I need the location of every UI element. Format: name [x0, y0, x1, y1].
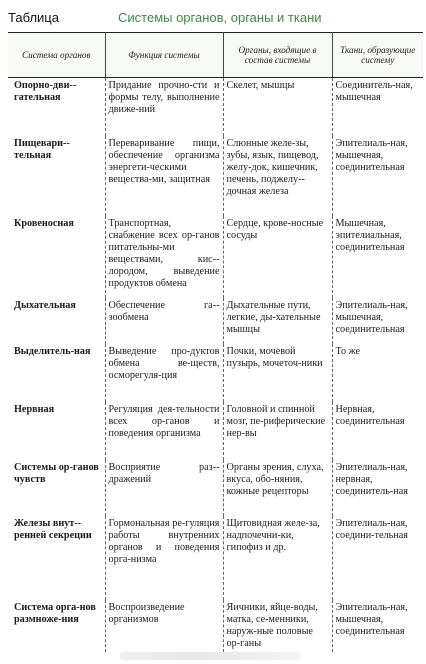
table-row: [8, 136, 423, 216]
cell-system: Нервная: [8, 402, 105, 460]
cell-system: Пищевари-тельная: [8, 136, 105, 216]
cell-function: Гормональная ре-гуляция работы внутренних органов и поведения орга-низма: [105, 516, 223, 600]
cell-function: Придание прочно-сти и формы телу, выполнение движе-ний: [105, 78, 223, 137]
cell-function: Транспортная, снабжение всех ор-ганов питательны-ми веществами, кис-лородом, выведение продуктов обмена: [105, 216, 223, 298]
cell-organs: Яичники, яйце-воды, матка, се-менники, наруж-ные половые ор-ганы: [223, 600, 332, 652]
cell-tissues: Эпителиаль-ная, мышечная, соединительная: [332, 298, 423, 344]
cell-tissues: Мышечная, эпителиальная, соединительная: [332, 216, 423, 298]
cell-function: Выведение про-дуктов обмена ве-ществ, осморегуля-ция: [105, 344, 223, 402]
cell-organs: Органы зрения, слуха, вкуса, обо-няния, кожные рецепторы: [223, 460, 332, 516]
scan-smudge: [120, 652, 300, 660]
cell-system: Дыхательная: [8, 298, 105, 344]
column-header-organs: Органы, входящие в состав системы: [223, 33, 332, 78]
column-header-function: Функция системы: [105, 33, 223, 78]
table-row: [8, 600, 423, 652]
header-row: [8, 33, 423, 78]
table-body: [8, 78, 423, 653]
table-row: [8, 516, 423, 600]
cell-tissues: Эпителиаль-ная, соедини-тельная: [332, 516, 423, 600]
table-title: Системы органов, органы и ткани: [118, 10, 322, 25]
table-header: [8, 33, 423, 78]
column-header-system: Система органов: [8, 33, 105, 78]
cell-tissues: Нервная, соединительная: [332, 402, 423, 460]
cell-function: Воспроизведение организмов: [105, 600, 223, 652]
table-row: [8, 402, 423, 460]
cell-organs: Почки, мочевой пузырь, мочеточ-ники: [223, 344, 332, 402]
cell-system: Системы ор-ганов чувств: [8, 460, 105, 516]
cell-tissues: Эпителиаль-ная, мышечная, соединительная: [332, 136, 423, 216]
cell-organs: Скелет, мышцы: [223, 78, 332, 137]
cell-function: Переваривание пищи, обеспечение организма энергети-ческими вещества-ми, защитная: [105, 136, 223, 216]
table-label: Таблица: [8, 10, 59, 25]
cell-function: Обеспечение га-зообмена: [105, 298, 223, 344]
table-row: [8, 78, 423, 137]
cell-organs: Слюнные желе-зы, зубы, язык, пищевод, желу-док, кишечник, печень, поджелу-дочная железа: [223, 136, 332, 216]
table-row: [8, 298, 423, 344]
table-caption: [0, 6, 426, 30]
cell-organs: Головной и спинной мозг, пе-риферические нер-вы: [223, 402, 332, 460]
cell-system: Железы внут-ренней секреции: [8, 516, 105, 600]
cell-system: Опорно-дви-гательная: [8, 78, 105, 137]
cell-function: Регуляция дея-тельности всех ор-ганов и поведения организма: [105, 402, 223, 460]
table-row: [8, 344, 423, 402]
cell-tissues: Соединитель-ная, мышечная: [332, 78, 423, 137]
cell-organs: Щитовидная желе-за, надпочечни-ки, гипофиз и др.: [223, 516, 332, 600]
cell-system: Кровеносная: [8, 216, 105, 298]
cell-tissues: Эпителиаль-ная, нервная, соединитель-ная: [332, 460, 423, 516]
cell-system: Система орга-нов размноже-ния: [8, 600, 105, 652]
organ-systems-table: [8, 32, 423, 652]
cell-organs: Сердце, крове-носные сосуды: [223, 216, 332, 298]
column-header-tissues: Ткани, образующие систему: [332, 33, 423, 78]
table-row: [8, 460, 423, 516]
cell-tissues: Эпителиаль-ная, мышечная, соединительная: [332, 600, 423, 652]
cell-system: Выделитель-ная: [8, 344, 105, 402]
table-row: [8, 216, 423, 298]
cell-organs: Дыхательные пути, легкие, ды-хательные мышцы: [223, 298, 332, 344]
cell-function: Восприятие раз-дражений: [105, 460, 223, 516]
cell-tissues: То же: [332, 344, 423, 402]
